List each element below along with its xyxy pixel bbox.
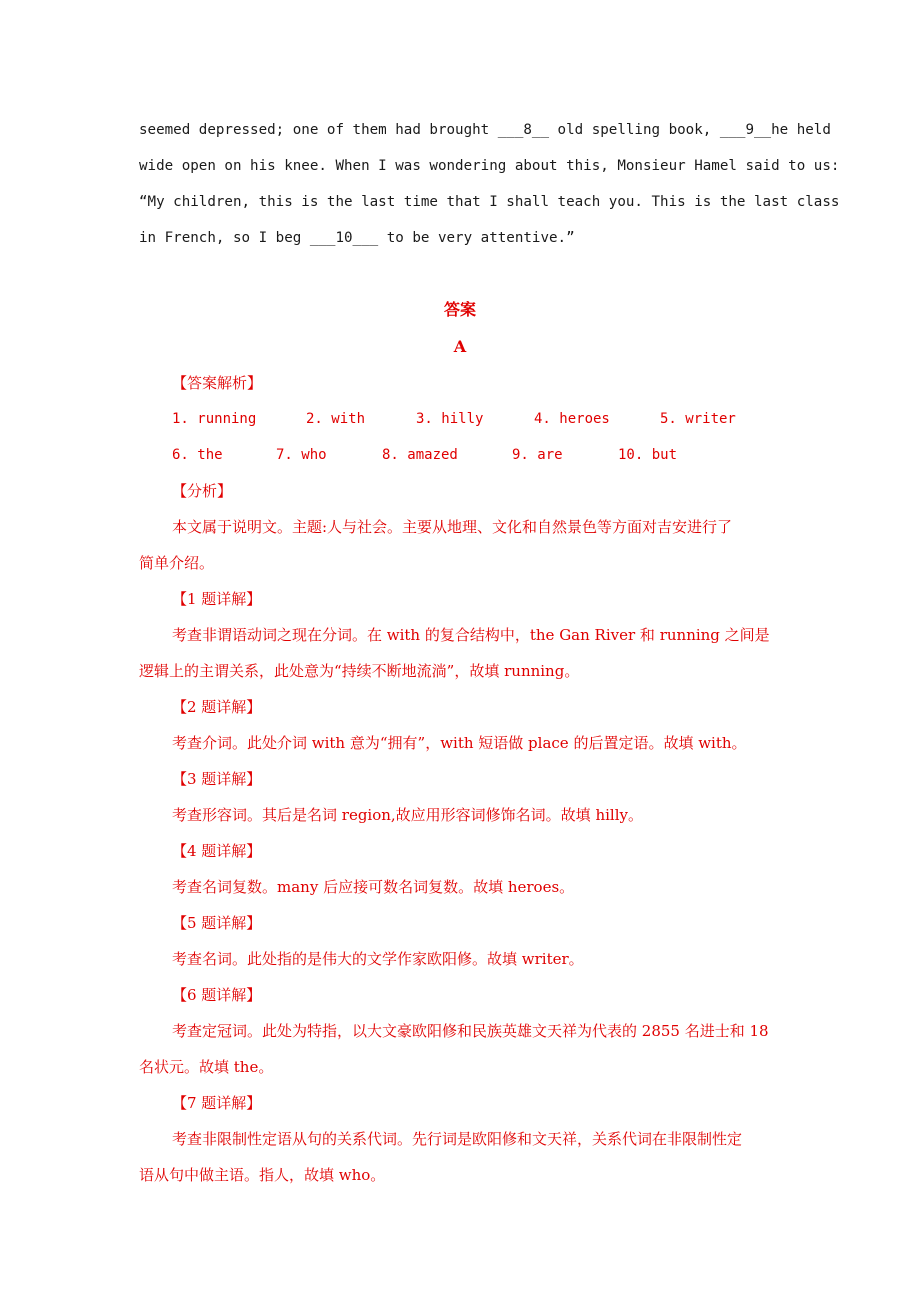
analysis-label: 【答案解析】 [172,374,263,392]
detail-text-7b: 语从句中做主语。指人，故填 who。 [139,1166,386,1184]
passage-line-2: wide open on his knee. When I was wondering about this, Monsieur Hamel said to us: [139,158,840,174]
passage-line-1: seemed depressed; one of them had brought ___8__ old spelling book, ___9__he held [139,122,831,138]
detail-text-5: 考查名词。此处指的是伟大的文学作家欧阳修。故填 writer。 [172,950,584,968]
detail-text-6b: 名状元。故填 the。 [139,1058,274,1076]
detail-label-1: 【1 题详解】 [172,590,262,608]
detail-text-3: 考查形容词。其后是名词 region,故应用形容词修饰名词。故填 hilly。 [172,806,643,824]
detail-label-7: 【7 题详解】 [172,1094,262,1112]
detail-label-4: 【4 题详解】 [172,842,262,860]
answer-item: 10. but [618,447,678,463]
detail-label-2: 【2 题详解】 [172,698,262,716]
section-label: A [453,337,467,356]
detail-text-1a: 考查非谓语动词之现在分词。在 with 的复合结构中，the Gan River 和 running 之间是 [172,626,770,644]
answer-item: 9. are [512,447,563,463]
analysis-text-line-1: 本文属于说明文。主题:人与社会。主要从地理、文化和自然景色等方面对吉安进行了 [172,518,733,536]
detail-text-1b: 逻辑上的主谓关系，此处意为“持续不断地流淌”，故填 running。 [139,662,580,680]
answer-item: 4. heroes [534,411,610,427]
analysis-text-line-2: 简单介绍。 [139,554,215,572]
detail-text-2: 考查介词。此处介词 with 意为“拥有”，with 短语做 place 的后置定语。故填 with。 [172,734,747,752]
detail-text-4: 考查名词复数。many 后应接可数名词复数。故填 heroes。 [172,878,575,896]
detail-label-6: 【6 题详解】 [172,986,262,1004]
answer-item: 1. running [172,411,257,427]
fenxi-label: 【分析】 [172,482,233,500]
answer-item: 8. amazed [382,447,458,463]
answer-item: 2. with [306,411,366,427]
passage-line-3: “My children, this is the last time that I shall teach you. This is the last class [139,194,840,210]
passage-line-4: in French, so I beg ___10___ to be very attentive.” [139,230,575,246]
detail-label-3: 【3 题详解】 [172,770,262,788]
detail-label-5: 【5 题详解】 [172,914,262,932]
answer-item: 6. the [172,447,223,463]
detail-text-7a: 考查非限制性定语从句的关系代词。先行词是欧阳修和文天祥，关系代词在非限制性定 [172,1130,743,1148]
answer-item: 5. writer [660,411,736,427]
answer-item: 3. hilly [416,411,484,427]
answer-item: 7. who [276,447,327,463]
answer-heading: 答案 [443,300,476,319]
detail-text-6a: 考查定冠词。此处为特指，以大文豪欧阳修和民族英雄文天祥为代表的 2855 名进士和 18 [172,1022,769,1040]
